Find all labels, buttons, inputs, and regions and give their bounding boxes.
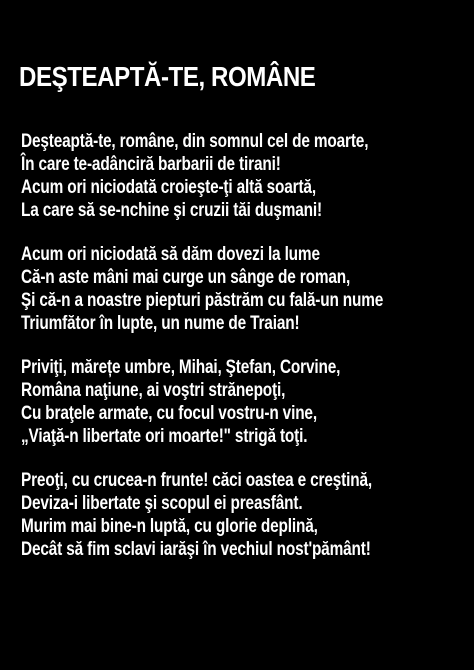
- poem-title: DEŞTEAPTĂ-TE, ROMÂNE: [19, 61, 316, 92]
- stanza-1: [21, 130, 442, 222]
- stanza-2: [21, 243, 442, 335]
- poem-line: La care să se-nchine şi cruzii tăi duşmani!: [21, 200, 322, 221]
- stanza-4: [21, 469, 442, 561]
- poem-line: Priviţi, mărețe umbre, Mihai, Ştefan, Corvine,: [21, 357, 341, 378]
- poem-line: În care te-adânciră barbarii de tirani!: [21, 154, 281, 175]
- poem-line: Deviza-i libertate şi scopul ei preasfânt.: [21, 493, 303, 514]
- poem-line: Că-n aste mâni mai curge un sânge de roman,: [21, 267, 351, 288]
- poem-line: Preoţi, cu crucea-n frunte! căci oastea e creştină,: [21, 470, 372, 491]
- poem-line: Deşteaptă-te, române, din somnul cel de moarte,: [21, 131, 369, 152]
- poem-line: Decât să fim sclavi iarăşi în vechiul nost'pământ!: [21, 539, 371, 560]
- poem-body: [21, 130, 442, 582]
- poem-line: Triumfător în lupte, un nume de Traian!: [21, 313, 300, 334]
- poem-line: Acum ori niciodată croieşte-ţi altă soartă,: [21, 177, 316, 198]
- poem-line: Cu braţele armate, cu focul vostru-n vine,: [21, 403, 317, 424]
- poem-line: Murim mai bine-n luptă, cu glorie deplină,: [21, 516, 318, 537]
- poem-line: „Viaţă-n libertate ori moarte!" strigă toţi.: [21, 426, 308, 447]
- poem-line: Româna naţiune, ai voştri strănepoţi,: [21, 380, 286, 401]
- poem-line: Şi că-n a noastre piepturi păstrăm cu fală-un nume: [21, 290, 384, 311]
- poem-line: Acum ori niciodată să dăm dovezi la lume: [21, 244, 320, 265]
- stanza-3: [21, 356, 442, 448]
